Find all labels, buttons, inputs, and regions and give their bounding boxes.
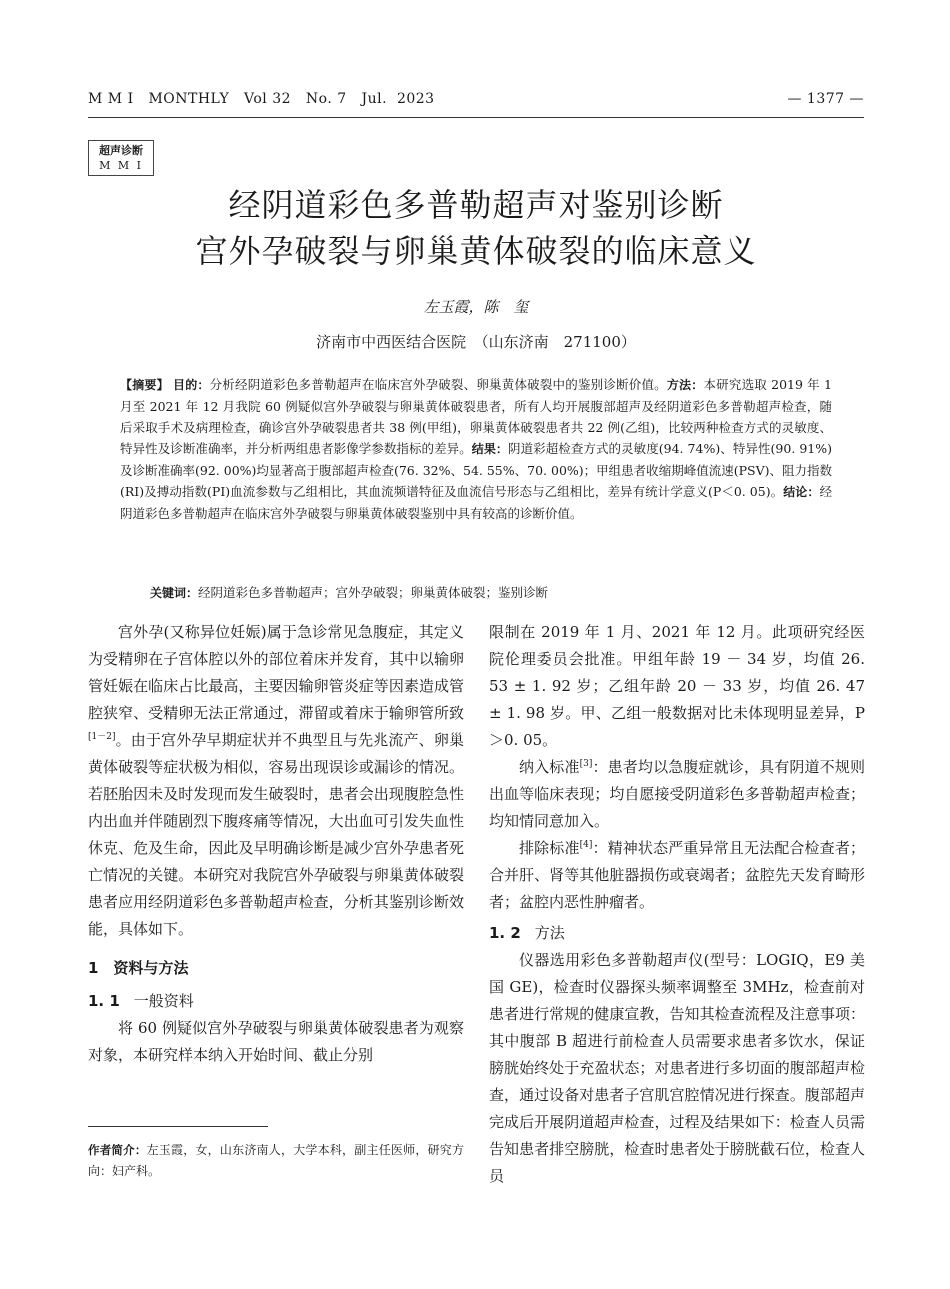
exclusion-label: 排除标准 xyxy=(519,839,580,857)
inclusion-text: ：患者均以急腹症就诊，具有阴道不规则出血等临床表现；均自愿接受阴道彩色多普勒超声检查；均知情同意加入。 xyxy=(489,758,865,830)
inclusion-paragraph xyxy=(489,754,865,835)
exclusion-citation: [4] xyxy=(579,840,593,850)
author-footnote xyxy=(88,1140,464,1182)
method-paragraph: 仪器选用彩色多普勒超声仪(型号：LOGIQ，E9 美国 GE)，检查时仪器探头频率调整至 3MHz，检查前对患者进行常规的健康宣教，告知其检查流程及注意事项：其中腹部 B 超进行前检查人员需要求患者多饮水，保证膀胱始终处于充盈状态；对患者进行多切面的腹部超声检查，通过设备对患者子宫肌宫腔情况进行探查。腹部超声完成后开展阴道超声检查，过程及结果如下：检查人员需告知患者排空膀胱，检查时患者处于膀胱截石位，检查人员 xyxy=(489,951,865,1185)
footnote-rule xyxy=(88,1126,268,1127)
page-number: — 1377 — xyxy=(787,91,864,107)
keywords-label: 关键词： xyxy=(150,586,199,600)
section-1-1-heading xyxy=(88,988,464,1015)
section-1-2-number: 1. 2 xyxy=(489,924,521,942)
intro-paragraph xyxy=(88,619,464,943)
objective-label: 目的： xyxy=(173,378,210,392)
conclusion-label: 结论： xyxy=(783,485,820,499)
intro-text-b: 。由于宫外孕早期症状并不典型且与先兆流产、卵巢黄体破裂等症状极为相似，容易出现误诊或漏诊的情况。若胚胎因未及时发现而发生破裂时，患者会出现腹腔急性内出血并伴随剧烈下腹疼痛等情况，大出血可引发失血性休克、危及生命，因此及早明确诊断是减少宫外孕患者死亡情况的关键。本研究对我院宫外孕破裂与卵巢黄体破裂患者应用经阴道彩色多普勒超声检查，分析其鉴别诊断效能，具体如下。 xyxy=(88,731,464,938)
journal-info: M M I MONTHLY Vol 32 No. 7 Jul. 2023 xyxy=(88,91,435,107)
results-label: 结果： xyxy=(471,442,508,456)
footnote-label: 作者简介： xyxy=(88,1143,147,1157)
exclusion-text: ：精神状态严重异常且无法配合检查者；合并肝、肾等其他脏器损伤或衰竭者；盆腔先天发育畸形者；盆腔内恶性肿瘤者。 xyxy=(489,839,865,911)
inclusion-citation: [3] xyxy=(579,759,593,769)
results-text: 阴道彩超检查方式的灵敏度(94. 74%)、特异性(90. 91%)及诊断准确率(92. 00%)均显著高于腹部超声检查(76. 32%、54. 55%、70. 00%)；甲组患者收缩期峰值流速(PSV)、阻力指数(RI)及搏动指数(PI)血流参数与乙组相比，其血流频谱特征及血流信号形态与乙组相比，差异有统计学意义(P＜0. 05)。 xyxy=(120,441,832,499)
running-header xyxy=(88,91,864,113)
affiliation: 济南市中西医结合医院 （山东济南 271100） xyxy=(316,333,636,351)
methods-label: 方法： xyxy=(666,378,704,392)
section-1-heading: 1 资料与方法 xyxy=(88,959,189,977)
article-title xyxy=(88,182,864,274)
section-1-1-title: 一般资料 xyxy=(133,992,194,1010)
inclusion-label: 纳入标准 xyxy=(519,758,580,776)
footnote-text: 左玉霞，女，山东济南人，大学本科，副主任医师，研究方向：妇产科。 xyxy=(88,1143,464,1178)
methods-text: 本研究选取 2019 年 1 月至 2021 年 12 月我院 60 例疑似宫外孕破裂与卵巢黄体破裂患者，所有人均开展腹部超声及经阴道彩色多普勒超声检查，随后采取手术及病理检查，确诊宫外孕破裂患者共 38 例(甲组)，卵巢黄体破裂患者共 22 例(乙组)，比较两种检查方式的灵敏度、特异性及诊断准确率，并分析两组患者影像学参数指标的差异。 xyxy=(120,377,832,456)
title-line-2: 宫外孕破裂与卵巢黄体破裂的临床意义 xyxy=(195,232,757,270)
column-tag-sub: M M I xyxy=(99,159,143,172)
section-1-1-number: 1. 1 xyxy=(88,992,120,1010)
section-1-1-paragraph: 将 60 例疑似宫外孕破裂与卵巢黄体破裂患者为观察对象，本研究样本纳入开始时间、截止分别 xyxy=(88,1019,464,1064)
continued-paragraph: 限制在 2019 年 1 月、2021 年 12 月。此项研究经医院伦理委员会批准。甲组年龄 19 － 34 岁，均值 26. 53 ± 1. 92 岁；乙组年龄 20 － 33 岁，均值 26. 47 ± 1. 98 岁。甲、乙组一般数据对比未体现明显差异，P＞0. 05。 xyxy=(489,623,865,749)
right-column xyxy=(489,619,865,1190)
authors: 左玉霞，陈 玺 xyxy=(423,298,529,316)
header-rule xyxy=(88,117,864,118)
title-line-1: 经阴道彩色多普勒超声对鉴别诊断 xyxy=(228,186,724,224)
keywords xyxy=(150,583,840,601)
section-1-2-heading xyxy=(489,920,865,947)
abstract xyxy=(120,374,832,524)
column-tag-label: 超声诊断 xyxy=(99,144,143,157)
keywords-text: 经阴道彩色多普勒超声；宫外孕破裂；卵巢黄体破裂；鉴别诊断 xyxy=(198,585,549,600)
left-column xyxy=(88,619,464,1069)
objective-text: 分析经阴道彩色多普勒超声在临床宫外孕破裂、卵巢黄体破裂中的鉴别诊断价值。 xyxy=(209,377,667,392)
section-1-2-title: 方法 xyxy=(534,924,565,942)
column-tag xyxy=(88,140,154,176)
conclusion-text: 经阴道彩色多普勒超声在临床宫外孕破裂与卵巢黄体破裂鉴别中具有较高的诊断价值。 xyxy=(120,484,832,521)
exclusion-paragraph xyxy=(489,835,865,916)
abstract-label: 【摘要】 xyxy=(120,378,169,392)
intro-citation: [1－2] xyxy=(88,732,116,742)
intro-text-a: 宫外孕(又称异位妊娠)属于急诊常见急腹症，其定义为受精卵在子宫体腔以外的部位着床并发育，其中以输卵管妊娠在临床占比最高，主要因输卵管炎症等因素造成管腔狭窄、受精卵无法正常通过，滞留或着床于输卵管所致 xyxy=(88,623,464,722)
